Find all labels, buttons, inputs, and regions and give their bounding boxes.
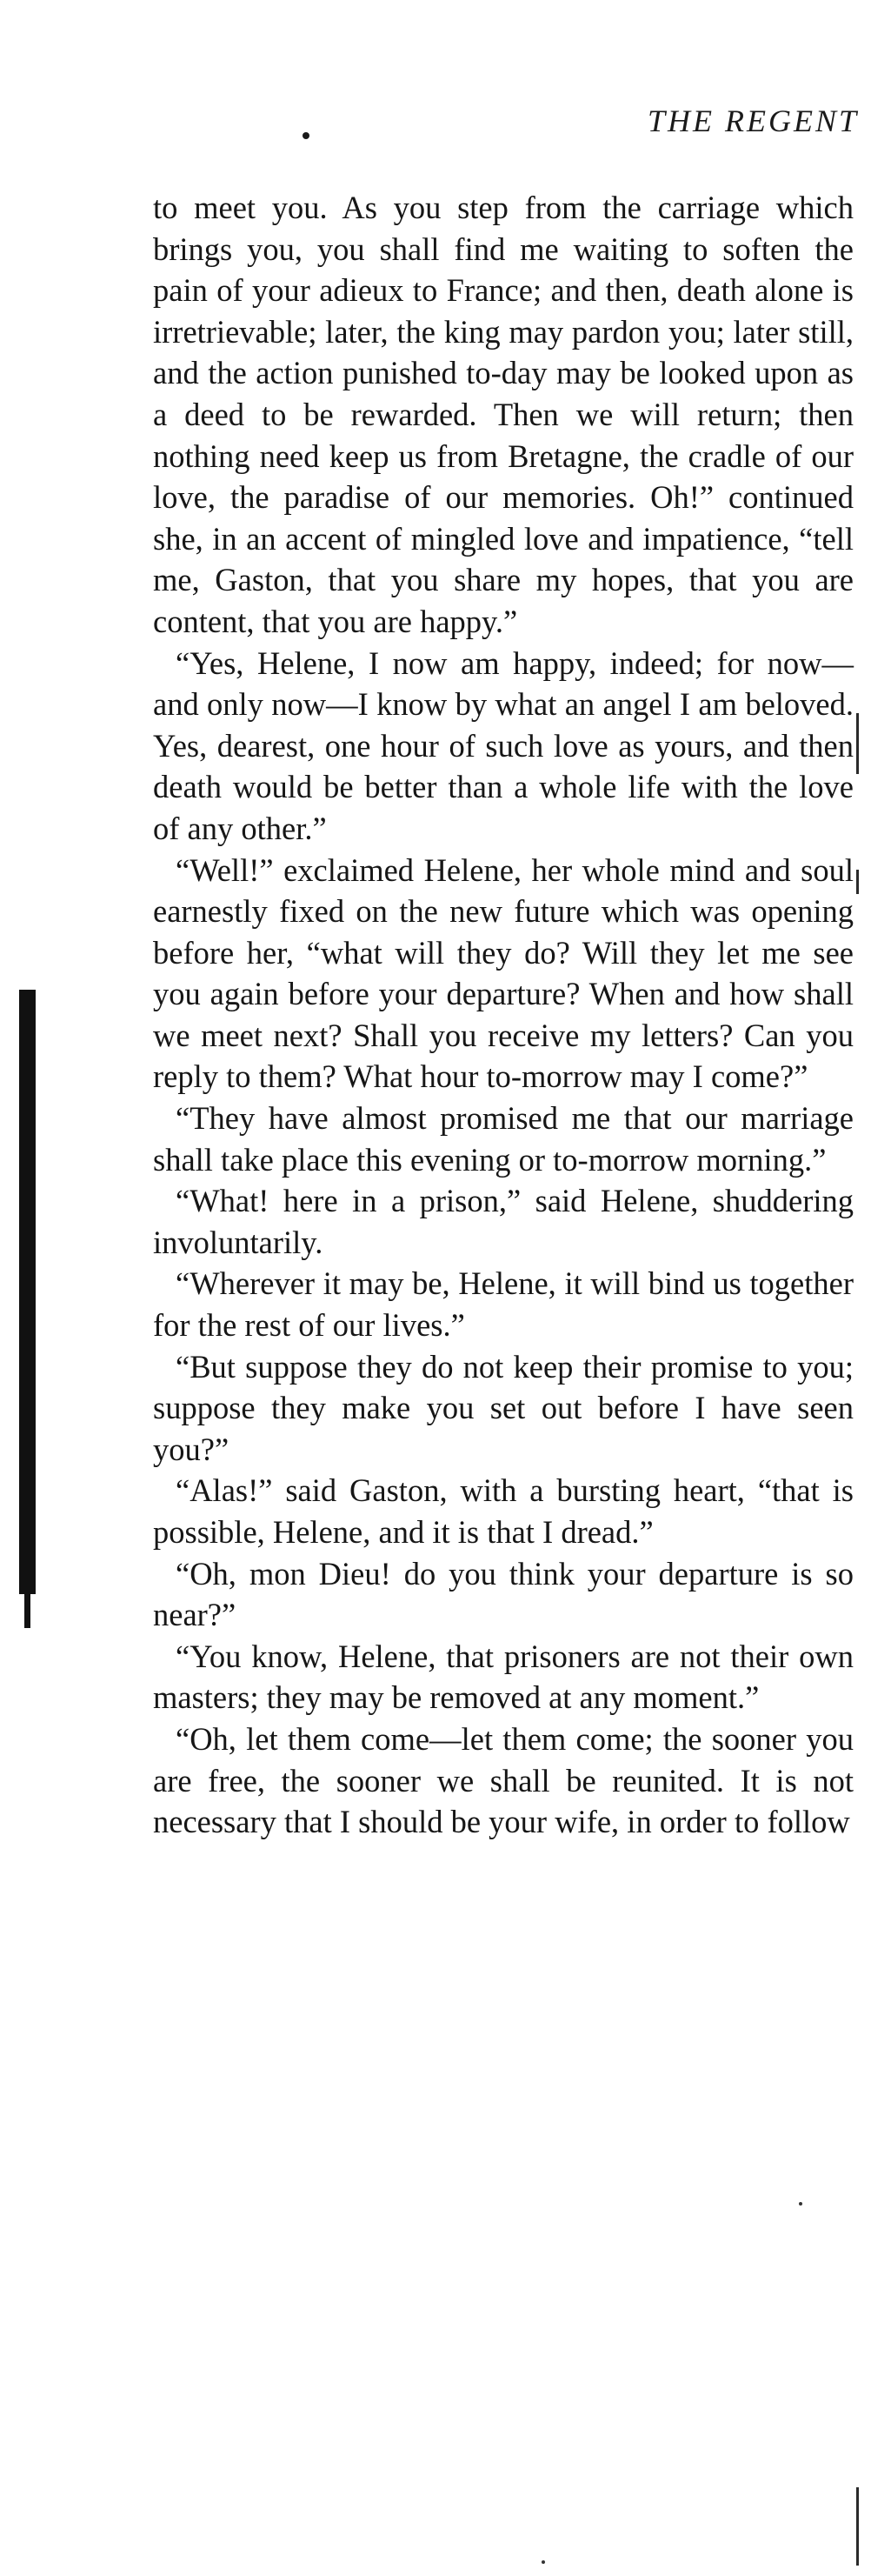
- paragraph: “Alas!” said Gaston, with a bursting heart, “that is possible, Helene, and it is that I dread.”: [153, 1472, 854, 1550]
- margin-scan-bar: [24, 1592, 30, 1628]
- print-speck: [542, 2560, 545, 2564]
- paragraph: “You know, Helene, that prisoners are not their own masters; they may be removed at any moment.”: [153, 1638, 854, 1716]
- running-head-title: THE REGENT: [647, 103, 859, 138]
- paragraph: “Yes, Helene, I now am happy, indeed; for now—and only now—I know by what an angel I am beloved. Yes, dearest, one hour of such love as yours, and then death would be better than a whole life with the love of any other.”: [153, 644, 854, 846]
- body-text: [153, 187, 854, 1843]
- paragraph: “What! here in a prison,” said Helene, shuddering involuntarily.: [153, 1183, 854, 1260]
- paragraph: “They have almost promised me that our marriage shall take place this evening or to-morrow morning.”: [153, 1100, 854, 1178]
- header-dot-mark: [303, 132, 309, 139]
- paragraph: “Oh, mon Dieu! do you think your departure is so near?”: [153, 1555, 854, 1633]
- paragraph: “But suppose they do not keep their promise to you; suppose they make you set out before I have seen you?”: [153, 1348, 854, 1467]
- margin-scan-bar: [19, 990, 36, 1372]
- paragraph: to meet you. As you step from the carriage which brings you, you shall find me waiting to soften the pain of your adieux to France; and then, death alone is irretrievable; later, the king may pardon you; later still, and the action punished to-day may be looked upon as a deed to be rewarded. Then we will return; then nothing need keep us from Bretagne, the cradle of our love, the paradise of our memories. Oh!” continued she, in an accent of mingled love and impatience, “tell me, Gaston, that you share my hopes, that you are content, that you are happy.”: [153, 190, 854, 639]
- gutter-line: [856, 2487, 859, 2566]
- gutter-line: [856, 713, 859, 774]
- margin-scan-bar: [19, 1325, 36, 1594]
- paragraph: “Oh, let them come—let them come; the sooner you are free, the sooner we shall be reunited. It is not necessary that I should be your wife, in order to follow: [153, 1720, 854, 1840]
- paragraph: “Well!” exclaimed Helene, her whole mind and soul earnestly fixed on the new future which was opening before her, “what will they do? Will they let me see you again before your departure? When and how shall we meet next? Shall you receive my letters? Can you reply to them? What hour to-morrow may I come?”: [153, 851, 854, 1095]
- print-speck: [799, 2202, 802, 2206]
- gutter-line: [856, 870, 859, 894]
- paragraph: “Wherever it may be, Helene, it will bind us together for the rest of our lives.”: [153, 1265, 854, 1344]
